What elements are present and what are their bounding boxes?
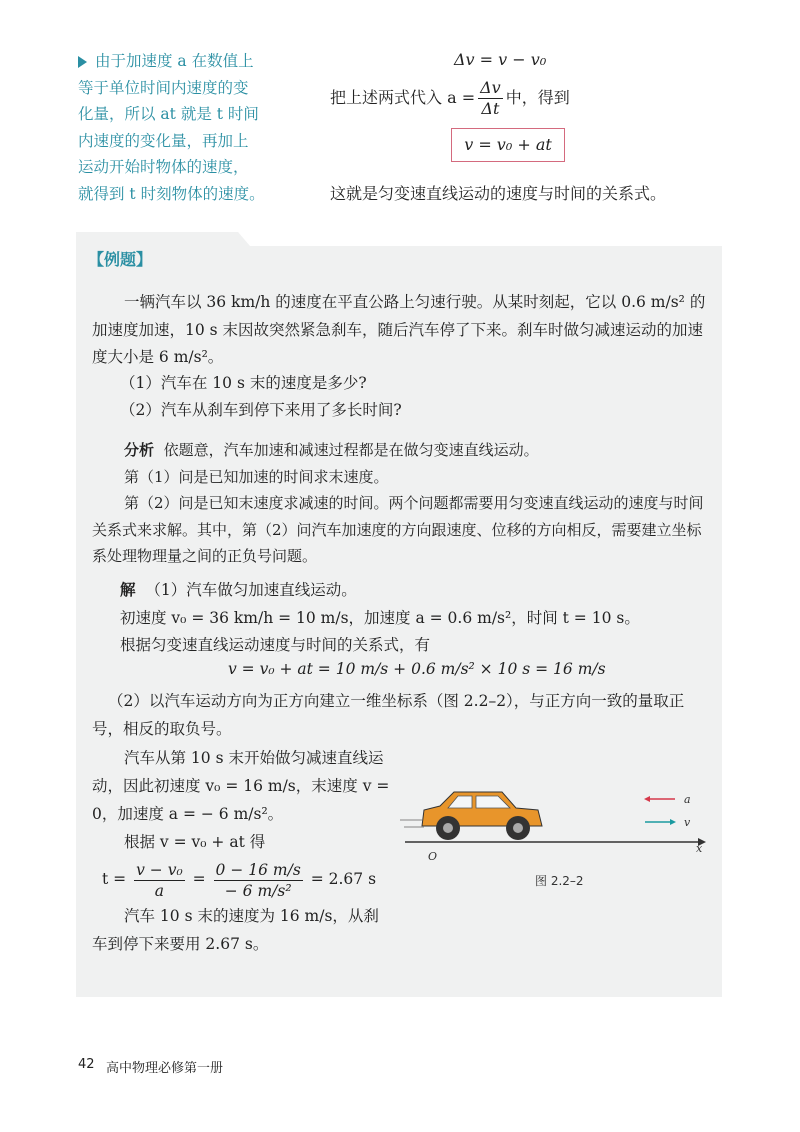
figure-caption: 图 2.2–2 [535, 874, 584, 888]
analysis-section: 分析 依题意，汽车加速和减速过程都是在做匀变速直线运动。 第（1）问是已知加速的时间求末速度。 第（2）问是已知末速度求减速的时间。两个问题都需要用匀变速直线运动的速度与时间关系式来求解。其中，第（2）问汽车加速度的方向跟速度、位移的方向相反，需要建立坐标系处理物理量之间的正负号问题。 [92, 437, 706, 570]
triangle-bullet-icon [78, 56, 87, 68]
solution-part2 [92, 744, 392, 958]
margin-note-line: 内速度的变化量，再加上 [78, 131, 249, 150]
car-figure [400, 772, 710, 872]
substitution-line: 把上述两式代入 a = $\frac{\Delta v}{\Delta t}$ 中，得到 [330, 78, 570, 118]
margin-note-line: 由于加速度 a 在数值上 [78, 48, 278, 75]
boxed-formula: v = v₀ + at [451, 128, 565, 162]
margin-note-line: 化量，所以 at 就是 t 时间 [78, 105, 259, 123]
x-axis-label: x [696, 842, 703, 855]
velocity-label: v [684, 816, 691, 829]
solution-label: 解 [120, 581, 136, 599]
margin-note [78, 48, 278, 207]
solution-line: （2）以汽车运动方向为正方向建立一维坐标系（图 2.2–2），与正方向一致的量取正号，相反的取负号。 [92, 692, 685, 738]
acceleration-fraction: $\frac{\Delta v}{\Delta t}$ [480, 78, 501, 118]
delta-v-equation: Δv = v − v₀ [454, 50, 547, 69]
origin-label: O [428, 850, 438, 863]
book-title: 高中物理必修第一册 [106, 1061, 224, 1076]
solution-line: 解 （1）汽车做匀加速直线运动。 [120, 581, 357, 599]
example-tag: 【例题】 [88, 250, 153, 269]
analysis-line: 第（2）问是已知末速度求减速的时间。两个问题都需要用匀变速直线运动的速度与时间关系式来求解。其中，第（2）问汽车加速度的方向跟速度、位移的方向相反，需要建立坐标系处理物理量之间的正负号问题。 [92, 494, 704, 565]
margin-note-line: 就得到 t 时刻物体的速度。 [78, 184, 265, 203]
solution-line: 汽车从第 10 s 末开始做匀减速直线运动，因此初速度 v₀ = 16 m/s，末速度 v = 0，加速度 a = − 6 m/s²。 [92, 749, 390, 823]
time-equation: t = $\frac{\text{v − v₀}}{a}$ = $\frac{0 - 16 m/s}{\text{− 6 m/s²}}$ = 2.67 s [102, 860, 377, 900]
solution-line: 根据 v = v₀ + at 得 [124, 833, 266, 851]
solution-line: 初速度 v₀ = 36 km/h = 10 m/s，加速度 a = 0.6 m/s²，时间 t = 10 s。 [120, 609, 640, 627]
solution-line: 汽车 10 s 末的速度为 16 m/s，从刹车到停下来要用 2.67 s。 [92, 907, 379, 953]
question-2: （2）汽车从刹车到停下来用了多长时间? [120, 401, 402, 419]
solution-equation: v = v₀ + at = 10 m/s + 0.6 m/s² × 10 s = 16 m/s [228, 660, 606, 678]
solution-line: 根据匀变速直线运动速度与时间的关系式，有 [120, 636, 431, 654]
example-problem-text: 一辆汽车以 36 km/h 的速度在平直公路上匀速行驶。从某时刻起，它以 0.6 m/s² 的加速度加速，10 s 末因故突然紧急刹车，随后汽车停了下来。刹车时做匀减速运动的加速度大小是 6 m/s²。 [92, 293, 706, 366]
velocity-arrowhead-icon [670, 819, 676, 825]
analysis-label: 分析 [124, 441, 155, 459]
acceleration-arrowhead-icon [644, 796, 650, 802]
margin-note-line: 等于单位时间内速度的变 [78, 78, 249, 97]
analysis-line: 第（1）问是已知加速的时间求末速度。 [124, 467, 389, 486]
margin-note-line: 运动开始时物体的速度， [78, 158, 249, 176]
relation-sentence: 这就是匀变速直线运动的速度与时间的关系式。 [330, 184, 667, 203]
acceleration-label: a [684, 793, 691, 806]
question-1: （1）汽车在 10 s 末的速度是多少? [120, 374, 367, 392]
page-number: 42 [78, 1057, 95, 1072]
car-icon [422, 792, 542, 840]
